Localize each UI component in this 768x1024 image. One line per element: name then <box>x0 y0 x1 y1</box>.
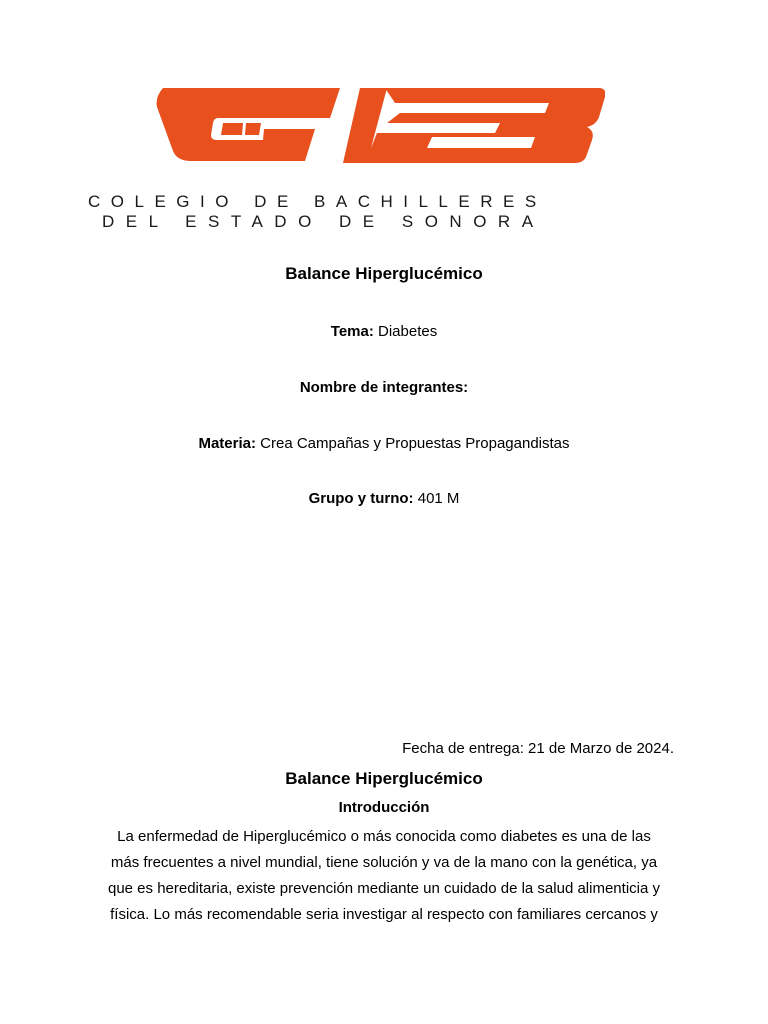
paragraph-line: que es hereditaria, existe prevención mediante un cuidado de la salud alimenticia y <box>107 880 660 897</box>
materia-field <box>0 435 768 452</box>
grupo-field <box>0 490 768 507</box>
cover-title: Balance Hiperglucémico <box>285 264 483 283</box>
section-subtitle: Introducción <box>338 799 430 816</box>
tema-value: Diabetes <box>378 323 438 340</box>
nombre-field <box>0 379 768 396</box>
logo-text-line2: DEL ESTADO DE SONORA <box>102 212 545 231</box>
nombre-label: Nombre de integrantes: <box>299 379 469 396</box>
fecha-entrega: Fecha de entrega: 21 de Marzo de 2024. <box>402 740 674 757</box>
grupo-label: Grupo y turno: <box>308 490 414 507</box>
paragraph-line: La enfermedad de Hiperglucémico o más conocida como diabetes es una de las <box>117 828 651 845</box>
intro-paragraph <box>90 824 678 928</box>
tema-label: Tema: <box>330 323 374 340</box>
logo-text-line1: COLEGIO DE BACHILLERES <box>88 192 547 211</box>
logo-b-shape <box>365 88 605 163</box>
section-title: Balance Hiperglucémico <box>285 769 483 788</box>
paragraph-line: más frecuentes a nivel mundial, tiene solución y va de la mano con la genética, ya <box>110 854 658 871</box>
materia-value: Crea Campañas y Propuestas Propagandistas <box>260 435 570 452</box>
tema-field <box>0 323 768 340</box>
materia-label: Materia: <box>198 435 256 452</box>
cobach-logo <box>155 85 605 167</box>
paragraph-line: física. Lo más recomendable seria investigar al respecto con familiares cercanos y <box>110 906 658 923</box>
grupo-value: 401 M <box>417 490 460 507</box>
